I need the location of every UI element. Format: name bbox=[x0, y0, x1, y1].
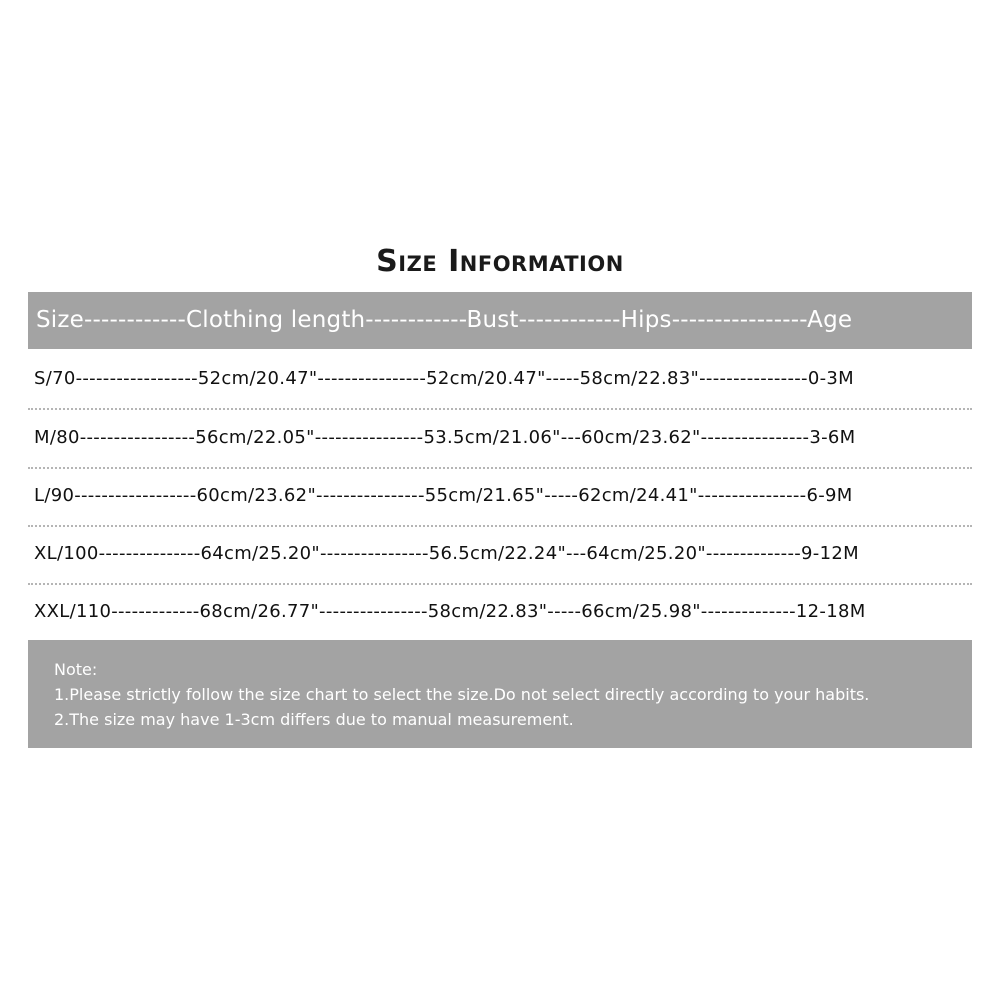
note-label: Note: bbox=[54, 660, 98, 679]
table-header bbox=[28, 292, 972, 349]
table-row bbox=[28, 469, 982, 527]
table-row-text: XL/100---------------64cm/25.20"----------------56.5cm/22.24"---64cm/25.20"--------------9-12M bbox=[34, 543, 859, 564]
table-row bbox=[28, 411, 982, 469]
note-box bbox=[28, 640, 972, 748]
page-title: Size Information bbox=[376, 244, 624, 279]
note-line-2: 2.The size may have 1-3cm differs due to manual measurement. bbox=[54, 710, 574, 729]
table-row-text: L/90------------------60cm/23.62"----------------55cm/21.65"-----62cm/24.41"----------------6-9M bbox=[34, 485, 853, 506]
table-row bbox=[28, 527, 982, 585]
table-row bbox=[28, 585, 982, 643]
note-line-1: 1.Please strictly follow the size chart to select the size.Do not select directly according to your habits. bbox=[54, 685, 870, 704]
table-row-text: M/80-----------------56cm/22.05"----------------53.5cm/21.06"---60cm/23.62"----------------3-6M bbox=[34, 427, 856, 448]
table-row bbox=[28, 352, 982, 410]
table-row-text: S/70------------------52cm/20.47"----------------52cm/20.47"-----58cm/22.83"----------------0-3M bbox=[34, 368, 854, 389]
table-header-text: Size------------Clothing length------------Bust------------Hips----------------Age bbox=[36, 307, 853, 333]
row-divider bbox=[28, 408, 972, 410]
table-row-text: XXL/110-------------68cm/26.77"----------------58cm/22.83"-----66cm/25.98"--------------12-18M bbox=[34, 601, 866, 622]
